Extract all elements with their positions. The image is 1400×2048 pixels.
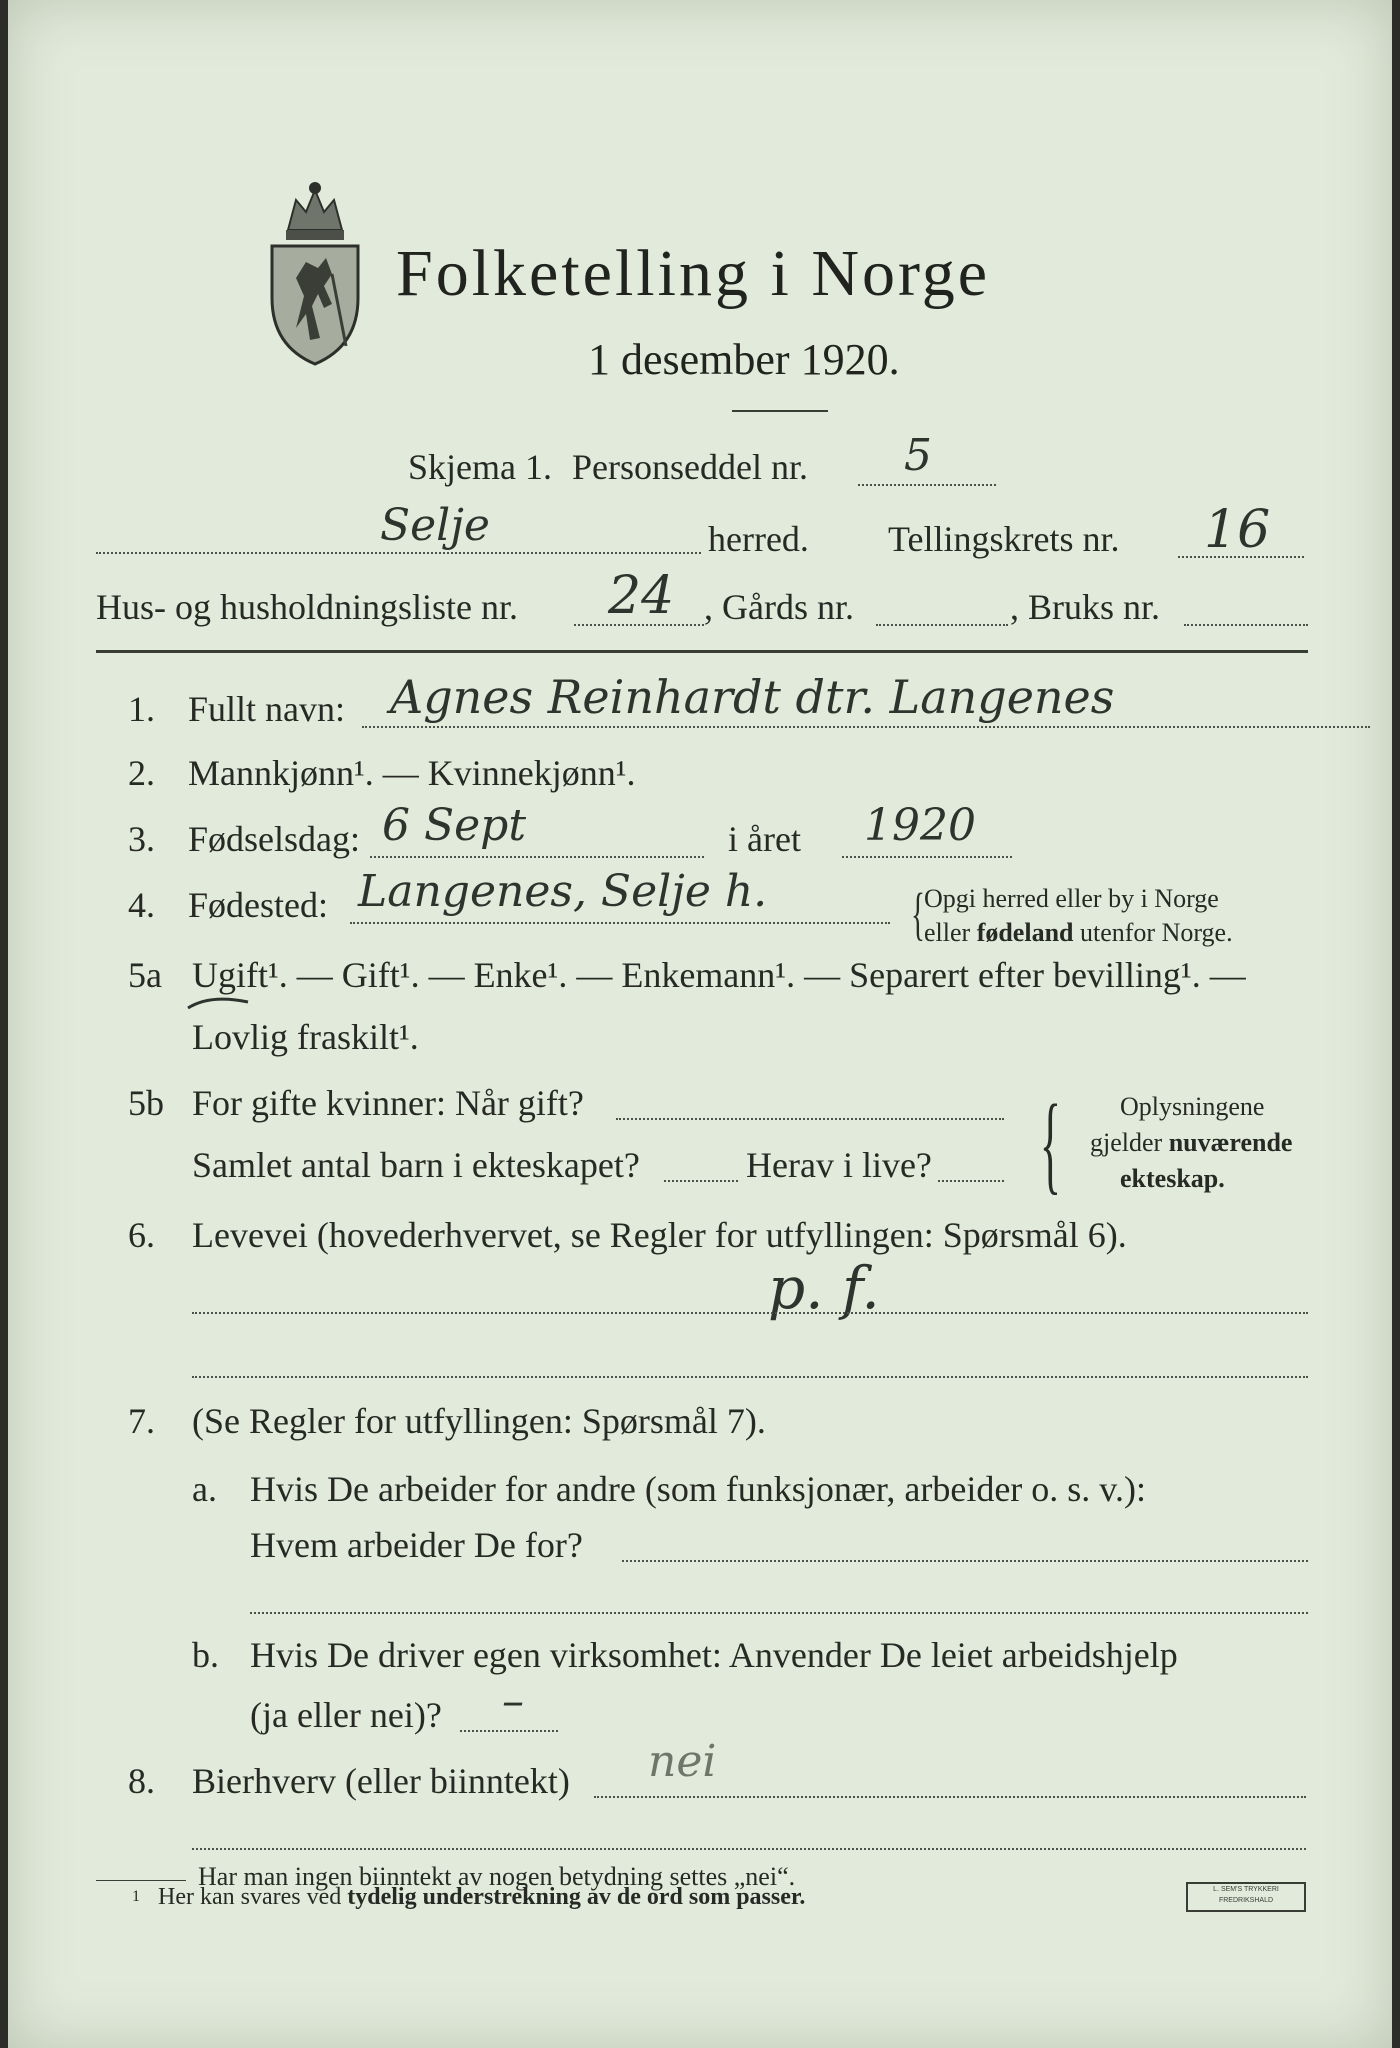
q5b-note-brace: { — [1039, 1082, 1061, 1204]
personseddel-dotted-line — [858, 484, 996, 486]
q6-dotted-line-2 — [192, 1376, 1308, 1378]
q3-label: Fødselsdag: — [188, 819, 361, 859]
q3-date-dotted-line — [370, 856, 704, 858]
husliste-label: Hus- og husholdningsliste nr. — [96, 587, 519, 627]
q8-dotted-line-1 — [594, 1796, 1306, 1798]
schema-label: Skjema 1. — [408, 447, 552, 487]
herred-value: Selje — [380, 500, 490, 551]
footnote-text: Her kan svares ved tydelig understrekning av de ord som passer. — [158, 1884, 806, 1910]
tellingskrets-label: Tellingskrets nr. — [888, 519, 1120, 559]
q5b-number: 5b — [128, 1083, 164, 1123]
q1-number: 1. — [128, 689, 155, 729]
gards-dotted-line — [876, 624, 1008, 626]
q4-note-brace: { — [910, 881, 925, 946]
q3-year-dotted-line — [842, 856, 1012, 858]
header-divider — [96, 650, 1308, 653]
q4-birthplace-value: Langenes, Selje h. — [358, 866, 768, 917]
q7-number: 7. — [128, 1401, 155, 1441]
bruks-dotted-line — [1184, 624, 1308, 626]
q8-number: 8. — [128, 1761, 155, 1801]
footnote-divider — [96, 1880, 186, 1881]
census-form-page — [8, 0, 1392, 2048]
q7b-line1: Hvis De driver egen virksomhet: Anvender De leiet arbeidshjelp — [250, 1635, 1178, 1675]
q7b-letter: b. — [192, 1635, 219, 1675]
q7b-line2: (ja eller nei)? — [250, 1695, 442, 1735]
q7a-line1: Hvis De arbeider for andre (som funksjonær, arbeider o. s. v.): — [250, 1469, 1146, 1509]
herred-dotted-line — [96, 552, 701, 554]
q1-label: Fullt navn: — [188, 689, 346, 729]
q6-occupation-value: p. f. — [768, 1254, 880, 1322]
q4-label: Fødested: — [188, 885, 328, 925]
bruks-label: , Bruks nr. — [1010, 587, 1161, 627]
q7b-value: – — [502, 1676, 524, 1727]
q3-year-value: 1920 — [864, 800, 976, 851]
q7b-dotted-line — [460, 1730, 558, 1732]
q8-dotted-line-2 — [192, 1848, 1306, 1850]
q5b-children-dotted-line — [664, 1180, 738, 1182]
q5b-living-label: Herav i live? — [746, 1145, 932, 1185]
personseddel-value: 5 — [904, 430, 932, 481]
q7a-dotted-line-2 — [250, 1612, 1308, 1614]
q5b-living-dotted-line — [938, 1180, 1004, 1182]
q5a-number: 5a — [128, 955, 162, 995]
ugift-underline-mark — [186, 990, 250, 1016]
q8-label: Bierhverv (eller biinntekt) — [192, 1761, 570, 1801]
q5b-married-label: For gifte kvinner: Når gift? — [192, 1083, 584, 1123]
norwegian-coat-of-arms-icon — [266, 178, 364, 368]
personseddel-label: Personseddel nr. — [572, 447, 808, 487]
tellingskrets-value: 16 — [1204, 500, 1271, 560]
q6-label: Levevei (hovederhvervet, se Regler for utfyllingen: Spørsmål 6). — [192, 1215, 1127, 1255]
q8-value: nei — [648, 1736, 717, 1787]
q7a-line2: Hvem arbeider De for? — [250, 1525, 583, 1565]
q3-birthday-value: 6 Sept — [382, 800, 527, 851]
census-date: 1 desember 1920. — [588, 335, 900, 384]
q1-dotted-line — [362, 726, 1370, 728]
title-divider — [732, 410, 828, 412]
printer-stamp: L. SEM'S TRYKKERI FREDRIKSHALD — [1186, 1882, 1306, 1912]
q3-number: 3. — [128, 819, 155, 859]
q4-dotted-line — [350, 922, 890, 924]
q4-number: 4. — [128, 885, 155, 925]
q2-number: 2. — [128, 753, 155, 793]
husliste-value: 24 — [608, 566, 675, 626]
q5a-marital-options-line2: Lovlig fraskilt¹. — [192, 1017, 419, 1057]
q4-note-line2: eller fødeland utenfor Norge. — [924, 918, 1233, 947]
q5b-married-dotted-line — [616, 1118, 1004, 1120]
q5b-note-line3: ekteskap. — [1120, 1164, 1225, 1193]
q2-label: Mannkjønn¹. — Kvinnekjønn¹. — [188, 753, 636, 793]
q7a-letter: a. — [192, 1469, 217, 1509]
footer-note: Har man ingen biinntekt av nogen betydning settes „nei“. — [198, 1862, 796, 1891]
q6-dotted-line-1 — [192, 1312, 1308, 1314]
q5b-children-label: Samlet antal barn i ekteskapet? — [192, 1145, 640, 1185]
form-title: Folketelling i Norge — [396, 237, 991, 310]
footnote-mark: 1 — [132, 1888, 140, 1905]
gards-label: , Gårds nr. — [704, 587, 854, 627]
herred-label: herred. — [708, 519, 809, 559]
q7-label: (Se Regler for utfyllingen: Spørsmål 7). — [192, 1401, 766, 1441]
q5b-note-line2: gjelder nuværende — [1090, 1128, 1293, 1157]
q5b-note-line1: Oplysningene — [1120, 1092, 1265, 1121]
q4-note-line1: Opgi herred eller by i Norge — [924, 884, 1219, 913]
q5a-marital-options: Ugift¹. — Gift¹. — Enke¹. — Enkemann¹. — Separert efter bevilling¹. — — [192, 955, 1246, 995]
q1-full-name-value: Agnes Reinhardt dtr. Langenes — [390, 670, 1115, 724]
q7a-dotted-line-1 — [622, 1560, 1308, 1562]
q6-number: 6. — [128, 1215, 155, 1255]
q3-year-label: i året — [728, 819, 801, 859]
